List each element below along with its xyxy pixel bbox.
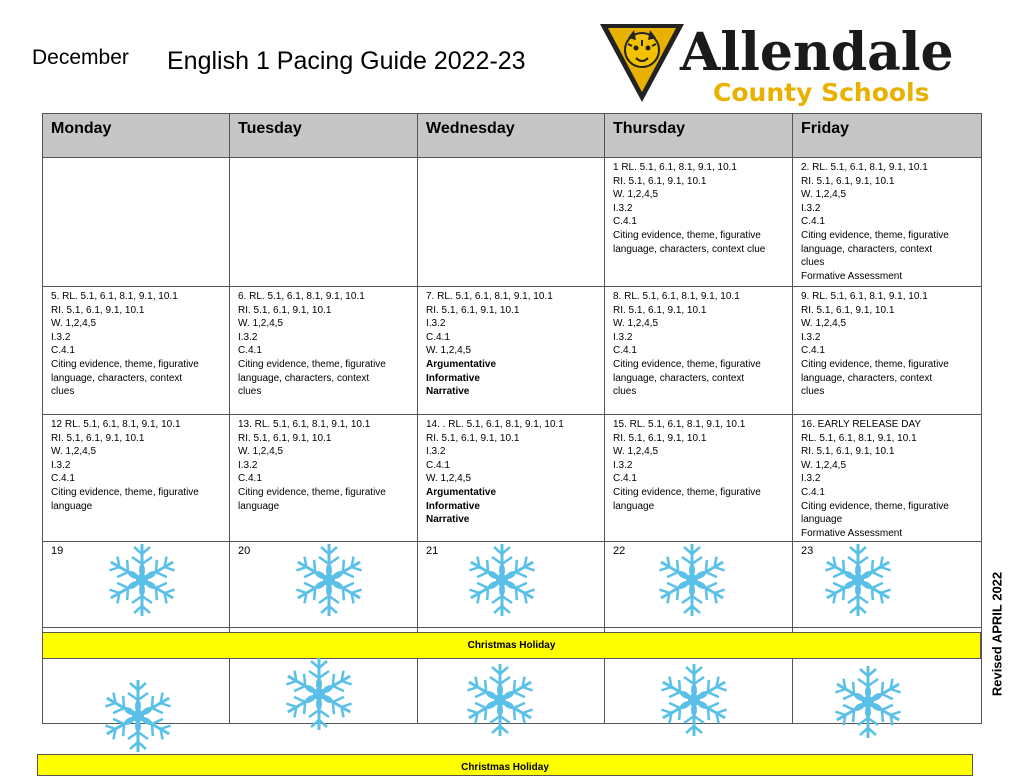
standard-line: RI. 5.1, 6.1, 9.1, 10.1	[426, 304, 520, 316]
standard-line: RI. 5.1, 6.1, 9.1, 10.1	[801, 304, 895, 316]
standard-line: W. 1,2,4,5	[238, 446, 284, 458]
standard-line: C.4.1	[801, 345, 825, 357]
holiday-banner: Christmas Holiday	[42, 632, 981, 659]
standard-line: language	[238, 500, 280, 512]
day-cell	[418, 158, 605, 287]
standard-line: I.3.2	[238, 331, 258, 343]
snowflake-icon	[460, 660, 540, 740]
week-row-2	[43, 287, 982, 415]
standard-line: RI. 5.1, 6.1, 9.1, 10.1	[613, 304, 707, 316]
snowflake-icon	[654, 660, 734, 740]
standard-line: RI. 5.1, 6.1, 9.1, 10.1	[51, 432, 145, 444]
day-cell	[230, 158, 418, 287]
standard-line: Citing evidence, theme, figurative	[801, 358, 949, 370]
standard-line: 15. RL. 5.1, 6.1, 8.1, 9.1, 10.1	[613, 419, 746, 430]
standard-line: RI. 5.1, 6.1, 9.1, 10.1	[238, 432, 332, 444]
snowflake-icon	[279, 654, 359, 734]
standard-line: Citing evidence, theme, figurative	[801, 500, 949, 512]
standard-line: clues	[801, 257, 825, 269]
day-header: Wednesday	[418, 114, 605, 158]
holiday-banner-2: Christmas Holiday	[37, 754, 973, 776]
writing-mode-label: Informative	[426, 372, 480, 384]
standard-line: 8. RL. 5.1, 6.1, 8.1, 9.1, 10.1	[613, 291, 740, 302]
logo-text-allendale: Allendale	[680, 22, 954, 83]
standard-line: I.3.2	[801, 202, 821, 214]
standard-line: 9. RL. 5.1, 6.1, 8.1, 9.1, 10.1	[801, 291, 928, 302]
standard-line: I.3.2	[426, 318, 446, 330]
page-title: English 1 Pacing Guide 2022-23	[167, 47, 526, 75]
standard-line: C.4.1	[613, 473, 637, 485]
standard-line: Citing evidence, theme, figurative	[51, 486, 199, 498]
standard-line: RI. 5.1, 6.1, 9.1, 10.1	[238, 304, 332, 316]
standard-line: I.3.2	[51, 331, 71, 343]
standard-line: language, characters, context	[51, 372, 183, 384]
standard-line: Citing evidence, theme, figurative	[51, 358, 199, 370]
standard-line: 6. RL. 5.1, 6.1, 8.1, 9.1, 10.1	[238, 291, 365, 302]
standard-line: clues	[801, 386, 825, 398]
standard-line: I.3.2	[801, 331, 821, 343]
standard-line: 16. EARLY RELEASE DAY	[801, 419, 922, 430]
standard-line: I.3.2	[51, 459, 71, 471]
day-cell	[605, 287, 793, 415]
standard-line: Citing evidence, theme, figurative	[238, 486, 386, 498]
standard-line: language, characters, context	[801, 372, 933, 384]
standard-line: C.4.1	[238, 473, 262, 485]
standard-line: Citing evidence, theme, figurative	[238, 358, 386, 370]
standard-line: C.4.1	[801, 486, 825, 498]
standard-line: RI. 5.1, 6.1, 9.1, 10.1	[613, 432, 707, 444]
standard-line: language	[801, 514, 843, 526]
standard-line: RI. 5.1, 6.1, 9.1, 10.1	[426, 432, 520, 444]
standard-line: language	[51, 500, 93, 512]
day-cell	[793, 287, 982, 415]
standard-line: I.3.2	[613, 331, 633, 343]
standard-line: RL. 5.1, 6.1, 8.1, 9.1, 10.1	[801, 432, 917, 444]
week-row-3	[43, 415, 982, 542]
logo-text-county: County Schools	[713, 78, 930, 107]
day-header: Thursday	[605, 114, 793, 158]
standard-line: 5. RL. 5.1, 6.1, 8.1, 9.1, 10.1	[51, 291, 178, 302]
standard-line: language, characters, context	[801, 243, 933, 255]
standard-line: clues	[613, 386, 637, 398]
standard-line: W. 1,2,4,5	[238, 318, 284, 330]
writing-mode-label: Informative	[426, 500, 480, 512]
standard-line: C.4.1	[613, 216, 637, 228]
snowflake-icon	[102, 540, 182, 620]
standard-line: clues	[238, 386, 262, 398]
standard-line: 1 RL. 5.1, 6.1, 8.1, 9.1, 10.1	[613, 162, 737, 173]
standard-line: I.3.2	[426, 446, 446, 458]
writing-mode-label: Narrative	[426, 514, 470, 526]
day-cell	[418, 287, 605, 415]
writing-mode-label: Argumentative	[426, 486, 497, 498]
standard-line: C.4.1	[426, 459, 450, 471]
standard-line: C.4.1	[238, 345, 262, 357]
day-header: Monday	[43, 114, 230, 158]
month-label: December	[32, 46, 129, 69]
week-row-1	[43, 158, 982, 287]
snowflake-icon	[462, 540, 542, 620]
standard-line: RI. 5.1, 6.1, 9.1, 10.1	[801, 175, 895, 187]
standard-line: language, characters, context	[238, 372, 370, 384]
standard-line: W. 1,2,4,5	[426, 473, 472, 485]
standard-line: language, characters, context	[613, 372, 745, 384]
standard-line: C.4.1	[51, 345, 75, 357]
day-header: Friday	[793, 114, 982, 158]
standard-line: I.3.2	[238, 459, 258, 471]
standard-line: W. 1,2,4,5	[613, 446, 659, 458]
standard-line: W. 1,2,4,5	[801, 318, 847, 330]
revised-note: Revised APRIL 2022	[989, 571, 1005, 696]
day-cell	[418, 415, 605, 542]
standard-line: clues	[51, 386, 75, 398]
standard-line: W. 1,2,4,5	[51, 446, 97, 458]
snowflake-icon	[98, 676, 178, 756]
day-cell	[230, 415, 418, 542]
standard-line: I.3.2	[613, 202, 633, 214]
standard-line: W. 1,2,4,5	[801, 459, 847, 471]
standard-line: Citing evidence, theme, figurative	[613, 229, 761, 241]
standard-line: C.4.1	[613, 345, 637, 357]
day-number: 23	[793, 542, 982, 628]
standard-line: 7. RL. 5.1, 6.1, 8.1, 9.1, 10.1	[426, 291, 553, 302]
standard-line: 14. . RL. 5.1, 6.1, 8.1, 9.1, 10.1	[426, 419, 564, 430]
day-cell	[43, 415, 230, 542]
standard-line: C.4.1	[426, 331, 450, 343]
standard-line: W. 1,2,4,5	[613, 189, 659, 201]
standard-line: Citing evidence, theme, figurative	[801, 229, 949, 241]
day-cell	[230, 287, 418, 415]
day-cell	[605, 415, 793, 542]
day-number: 20	[230, 542, 418, 628]
standard-line: W. 1,2,4,5	[613, 318, 659, 330]
day-header: Tuesday	[230, 114, 418, 158]
standard-line: 12 RL. 5.1, 6.1, 8.1, 9.1, 10.1	[51, 419, 181, 430]
day-cell	[43, 287, 230, 415]
standard-line: language, characters, context clue	[613, 243, 766, 255]
school-logo	[598, 16, 958, 112]
standard-line: I.3.2	[613, 459, 633, 471]
standard-line: Formative Assessment	[801, 270, 903, 279]
day-number: 22	[605, 542, 793, 628]
weekday-header-row	[43, 114, 982, 158]
snowflake-icon	[652, 540, 732, 620]
snowflake-icon	[818, 540, 898, 620]
day-cell	[605, 158, 793, 287]
standard-line: RI. 5.1, 6.1, 9.1, 10.1	[613, 175, 707, 187]
day-cell	[793, 158, 982, 287]
standard-line: language	[613, 500, 655, 512]
day-cell	[793, 415, 982, 542]
writing-mode-label: Argumentative	[426, 358, 497, 370]
standard-line: W. 1,2,4,5	[426, 345, 472, 357]
standard-line: 2. RL. 5.1, 6.1, 8.1, 9.1, 10.1	[801, 162, 928, 173]
standard-line: RI. 5.1, 6.1, 9.1, 10.1	[801, 446, 895, 458]
standard-line: W. 1,2,4,5	[51, 318, 97, 330]
standard-line: C.4.1	[51, 473, 75, 485]
snowflake-icon	[289, 540, 369, 620]
standard-line: Citing evidence, theme, figurative	[613, 358, 761, 370]
day-cell	[43, 158, 230, 287]
tiger-logo-icon	[600, 24, 684, 102]
standard-line: 13. RL. 5.1, 6.1, 8.1, 9.1, 10.1	[238, 419, 371, 430]
day-number: 21	[418, 542, 605, 628]
standard-line: RI. 5.1, 6.1, 9.1, 10.1	[51, 304, 145, 316]
standard-line: Citing evidence, theme, figurative	[613, 486, 761, 498]
writing-mode-label: Narrative	[426, 386, 470, 398]
day-number: 19	[43, 542, 230, 628]
snowflake-icon	[828, 662, 908, 742]
standard-line: W. 1,2,4,5	[801, 189, 847, 201]
standard-line: C.4.1	[801, 216, 825, 228]
standard-line: I.3.2	[801, 473, 821, 485]
standard-line: Formative Assessment	[801, 527, 903, 536]
